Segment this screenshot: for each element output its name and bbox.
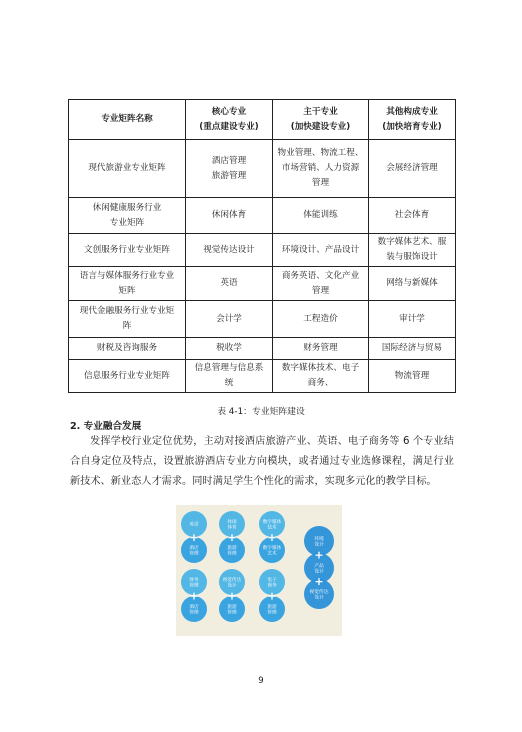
row-core-major: 酒店管理 旅游管理 [186,140,273,198]
bottom-major-label: 数字媒体艺术 [262,545,282,557]
row-other-major: 数字媒体艺术、服 装与服饰设计 [369,234,456,267]
row-other-major: 网络与新媒体 [369,267,456,301]
row-core-major: 休闲体育 [186,198,273,234]
right-major-label: 视觉传达设计 [309,589,329,601]
row-matrix-name: 休闲健康服务行业 专业矩阵 [69,198,186,234]
plus-icon: + [227,589,237,603]
plus-icon: + [267,589,277,603]
table-row [69,360,456,393]
row-other-major: 会展经济管理 [369,140,456,198]
row-main-major: 数字媒体技术、电子 商务、 [273,360,369,393]
right-major-label: 产品设计 [314,563,324,575]
row-main-major: 工程造价 [273,301,369,338]
bottom-major-label: 酒店管理 [189,545,199,557]
professional-matrix-table [68,99,456,393]
row-matrix-name: 现代旅游业专业矩阵 [69,140,186,198]
bottom-major-label: 旅游管理 [267,604,277,616]
plus-icon: + [314,548,324,562]
professional-matrix-table-container [68,99,455,393]
bottom-major-label: 旅游管理 [227,545,237,557]
table-row [69,234,456,267]
plus-icon: + [189,531,199,544]
table-header-row [69,100,456,140]
row-other-major: 国际经济与贸易 [369,338,456,360]
top-major-label: 财务管理 [189,577,199,589]
row-matrix-name: 文创服务行业专业矩阵 [69,234,186,267]
row-other-major: 物流管理 [369,360,456,393]
row-main-major: 体能训练 [273,198,369,234]
top-major-label: 电子商务 [267,577,277,589]
row-other-major: 社会体育 [369,198,456,234]
plus-icon: + [227,531,237,544]
table-row [69,301,456,338]
section-heading: 2. 专业融合发展 [70,421,142,432]
body-paragraph: 发挥学校行业定位优势，主动对接酒店旅游产业、英语、电子商务等 6 个专业结合自身定位及特点，设置旅游酒店专业方向模块，或者通过专业选修课程，满足行业新技术、新业态人才需求。同时满足学生个性化的需求，实现多元化的教学目标。 [70,436,454,487]
major-fusion-diagram [176,505,342,636]
header-other-major: 其他构成专业 (加快培育专业) [369,100,456,140]
row-matrix-name: 语言与媒体服务行业专业 矩阵 [69,267,186,301]
row-other-major: 审计学 [369,301,456,338]
header-matrix-name: 专业矩阵名称 [69,100,186,140]
table-row [69,140,456,198]
table-row [69,198,456,234]
bottom-major-label: 酒店管理 [189,604,199,616]
top-major-label: 视觉传达设计 [222,577,242,589]
top-major-label: 休闲体育 [227,519,237,531]
row-core-major: 视觉传达设计 [186,234,273,267]
row-matrix-name: 现代金融服务行业专业矩 阵 [69,301,186,338]
table-caption: 表 4-1：专业矩阵建设 [217,407,305,417]
plus-icon: + [189,589,199,603]
header-main-major: 主干专业 (加快建设专业) [273,100,369,140]
row-matrix-name: 信息服务行业专业矩阵 [69,360,186,393]
right-major-label: 环境设计 [314,536,324,548]
header-core-major: 核心专业 (重点建设专业) [186,100,273,140]
table-row [69,267,456,301]
major-fusion-diagram-svg [176,505,342,636]
top-major-label: 英语 [189,522,199,528]
row-core-major: 税收学 [186,338,273,360]
plus-icon: + [314,575,324,588]
row-main-major: 环境设计、产品设计 [273,234,369,267]
bottom-major-label: 旅游管理 [227,604,237,616]
row-matrix-name: 财税及咨询服务 [69,338,186,360]
row-main-major: 物业管理、物流工程、 市场营销、人力资源 管理 [273,140,369,198]
page-number: 9 [258,676,264,686]
row-core-major: 信息管理与信息系 统 [186,360,273,393]
row-main-major: 财务管理 [273,338,369,360]
row-core-major: 英语 [186,267,273,301]
top-major-label: 数字媒体技术 [262,519,282,531]
table-row [69,338,456,360]
row-main-major: 商务英语、文化产业 管理 [273,267,369,301]
plus-icon: + [267,531,277,544]
row-core-major: 会计学 [186,301,273,338]
